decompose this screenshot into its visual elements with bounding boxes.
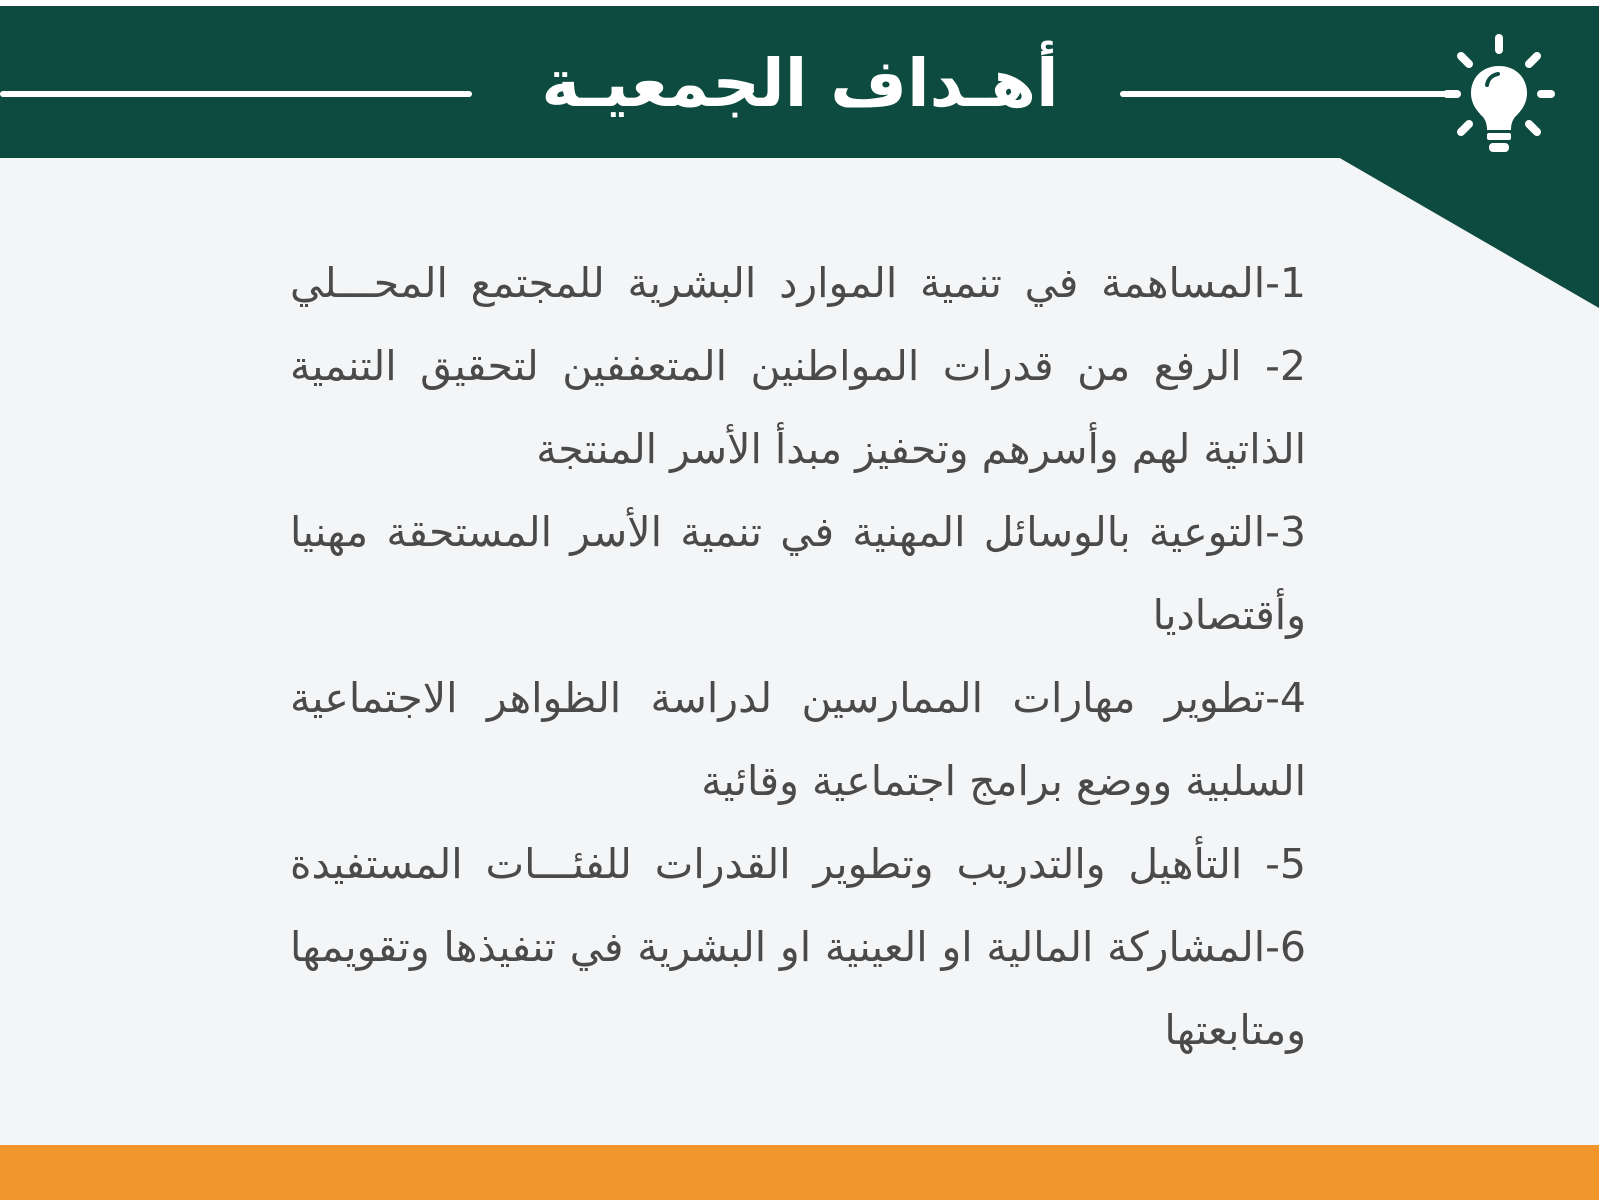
goal-item-2: 2- الرفع من قدرات المواطنين المتعففين لتحقيق التنمية الذاتية لهم وأسرهم وتحفيز مبدأ الأسر المنتجة [290,342,1306,473]
footer-accent-bar [0,1145,1599,1200]
goal-item-5: 5- التأهيل والتدريب وتطوير القدرات للفئـــات المستفيدة [290,840,1306,888]
goal-item-6: 6-المشاركة المالية او العينية او البشرية في تنفيذها وتقويمها ومتابعتها [290,923,1306,1054]
corner-triangle-decoration [1338,157,1599,308]
goal-item-1: 1-المساهمة في تنمية الموارد البشرية للمجتمع المحـــلي [290,259,1306,307]
lightbulb-icon [1443,30,1555,158]
goals-list [290,242,1306,1072]
header-rule-left [0,91,472,97]
goal-item-3: 3-التوعية بالوسائل المهنية في تنمية الأسر المستحقة مهنيا وأقتصاديا [290,508,1306,639]
page-title: أهـداف الجمعيـة [541,45,1059,122]
header-rule-right [1120,91,1455,97]
goal-item-4: 4-تطوير مهارات الممارسين لدراسة الظواهر الاجتماعية السلبية ووضع برامج اجتماعية وقائية [290,674,1306,805]
